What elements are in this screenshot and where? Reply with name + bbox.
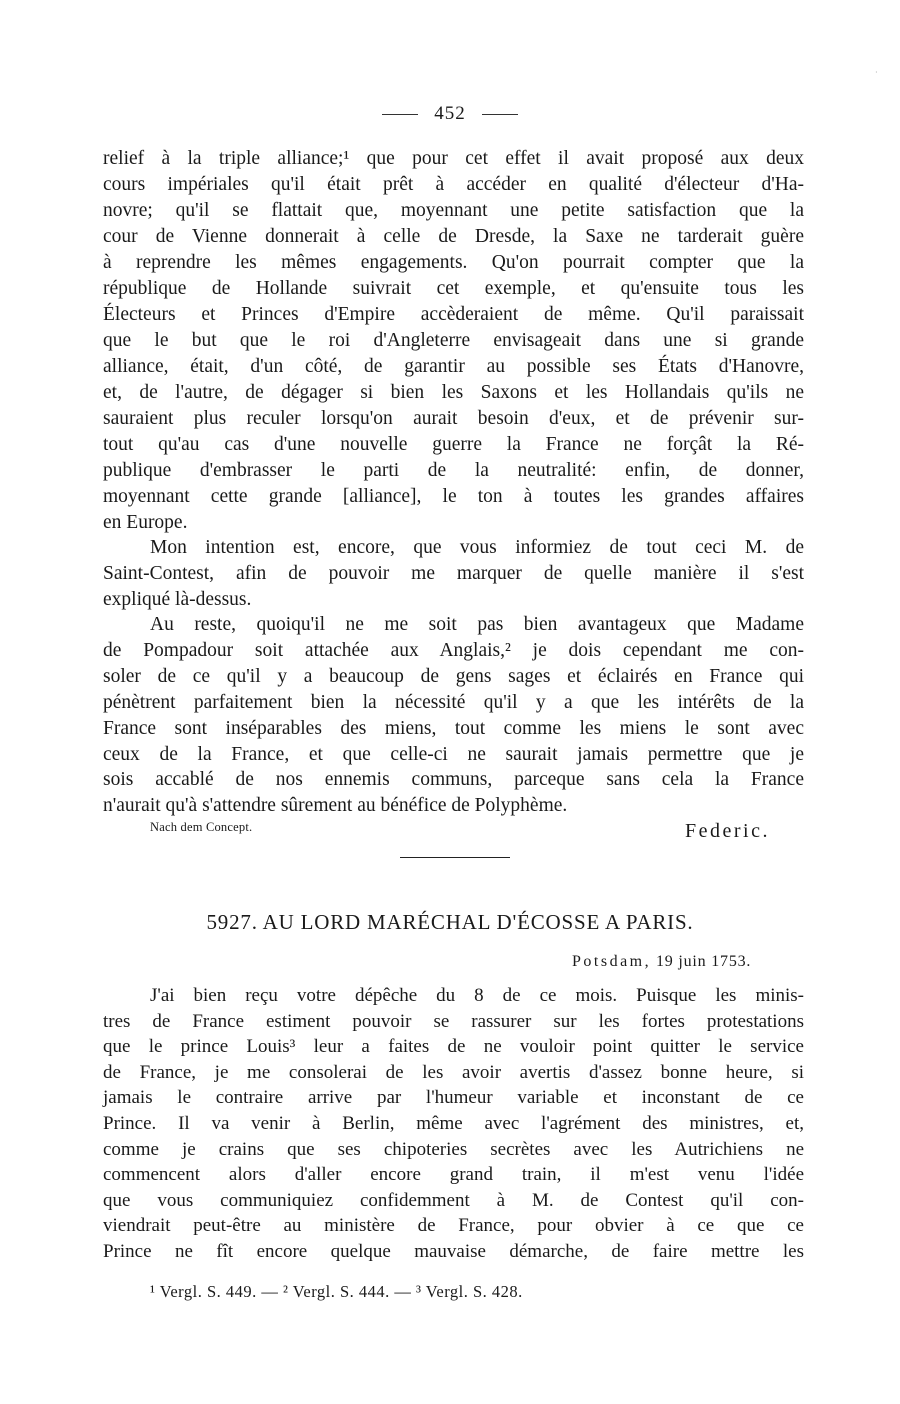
letter-line: soler de ce qu'il y a beaucoup de gens sages et éclairés en France qui [103,666,804,687]
letter2-line: comme je crains que ses chipoteries secrètes avec les Autrichiens ne [103,1139,804,1160]
letter-heading: 5927. AU LORD MARÉCHAL D'ÉCOSSE A PARIS. [206,910,694,934]
letter-line: cours impériales qu'il était prêt à accéder en qualité d'électeur d'Ha- [103,174,804,195]
letter-line: n'aurait qu'à s'attendre sûrement au bénéfice de Polyphème. [103,795,568,816]
letter-line: expliqué là-dessus. [103,589,252,610]
letter-line: publique d'embrasser le parti de la neutralité: enfin, de donner, [103,460,804,481]
letter2-line: que vous communiquiez confidemment à M. de Contest qu'il con- [103,1190,804,1211]
letter-line: république de Hollande suivrait cet exemple, et qu'ensuite tous les [103,278,804,299]
letter-line: tout qu'au cas d'une nouvelle guerre la France ne forçât la Ré- [103,434,804,455]
letter-line: relief à la triple alliance;¹ que pour cet effet il avait proposé aux deux [103,148,804,169]
letter-line: Au reste, quoiqu'il ne me soit pas bien avantageux que Madame [150,614,804,635]
letter-line: en Europe. [103,512,188,533]
dateline-place: Potsdam, [572,953,652,970]
letter-line: cour de Vienne donnerait à celle de Dresde, la Saxe ne tarderait guère [103,226,804,247]
signature: Federic. [685,820,770,842]
letter2-line: commencent alors d'aller encore grand train, il m'est venu l'idée [103,1164,804,1185]
letter2-line: jamais le contraire arrive par l'humeur variable et inconstant de ce [103,1087,804,1108]
letter2-line: tres de France estiment pouvoir se rassurer sur les fortes protestations [103,1011,804,1032]
letter-line: et, de l'autre, de dégager si bien les Saxons et les Hollandais qu'ils ne [103,382,804,403]
page-number-dash-right [482,114,518,115]
letter-line: pénètrent parfaitement bien la nécessité qu'il y a que les intérêts de la [103,692,804,713]
letter2-line: que le prince Louis³ leur a faites de ne vouloir point quitter le service [103,1036,804,1057]
letter-line: Mon intention est, encore, que vous informiez de tout ceci M. de [150,537,804,558]
page-number [0,103,900,125]
margin-mark: · [875,68,878,77]
source-note: Nach dem Concept. [150,820,253,834]
letter2-line: Prince ne fît encore quelque mauvaise démarche, de faire mettre les [103,1241,804,1262]
dateline-date: 19 juin 1753. [655,953,752,970]
dateline [572,953,751,971]
letter-line: Saint-Contest, afin de pouvoir me marquer de quelle manière il s'est [103,563,804,584]
letter-line: moyennant cette grande [alliance], le ton à toutes les grandes affaires [103,486,804,507]
section-divider [400,857,510,858]
letter2-line: viendrait peut-être au ministère de France, pour obvier à ce que ce [103,1215,804,1236]
letter-line: sauraient plus reculer lorsqu'on aurait besoin d'eux, et de prévenir sur- [103,408,804,429]
footnotes: ¹ Vergl. S. 449. — ² Vergl. S. 444. — ³ Vergl. S. 428. [150,1282,523,1301]
letter-line: que le but que le roi d'Angleterre envisageait dans une si grande [103,330,804,351]
letter-line: ceux de la France, et que celle-ci ne saurait jamais permettre que je [103,744,804,765]
letter-line: alliance, était, d'un côté, de garantir au possible ses États d'Hanovre, [103,356,804,377]
page-number-dash-left [382,114,418,115]
letter-line: à reprendre les mêmes engagements. Qu'on pourrait compter que la [103,252,804,273]
letter2-line: Prince. Il va venir à Berlin, même avec l'agrément des ministres, et, [103,1113,804,1134]
letter2-line: de France, je me consolerai de les avoir avertis d'assez bonne heure, si [103,1062,804,1083]
page-number-text: 452 [434,103,466,124]
letter2-line: J'ai bien reçu votre dépêche du 8 de ce mois. Puisque les minis- [150,985,804,1006]
letter-line: sois accablé de nos ennemis communs, parceque sans cela la France [103,769,804,790]
letter-line: France sont inséparables des miens, tout comme les miens le sont avec [103,718,804,739]
letter-line: novre; qu'il se flattait que, moyennant une petite satisfaction que la [103,200,804,221]
letter-line: de Pompadour soit attachée aux Anglais,² je dois cependant me con- [103,640,804,661]
letter-line: Électeurs et Princes d'Empire accèderaient de même. Qu'il paraissait [103,304,804,325]
